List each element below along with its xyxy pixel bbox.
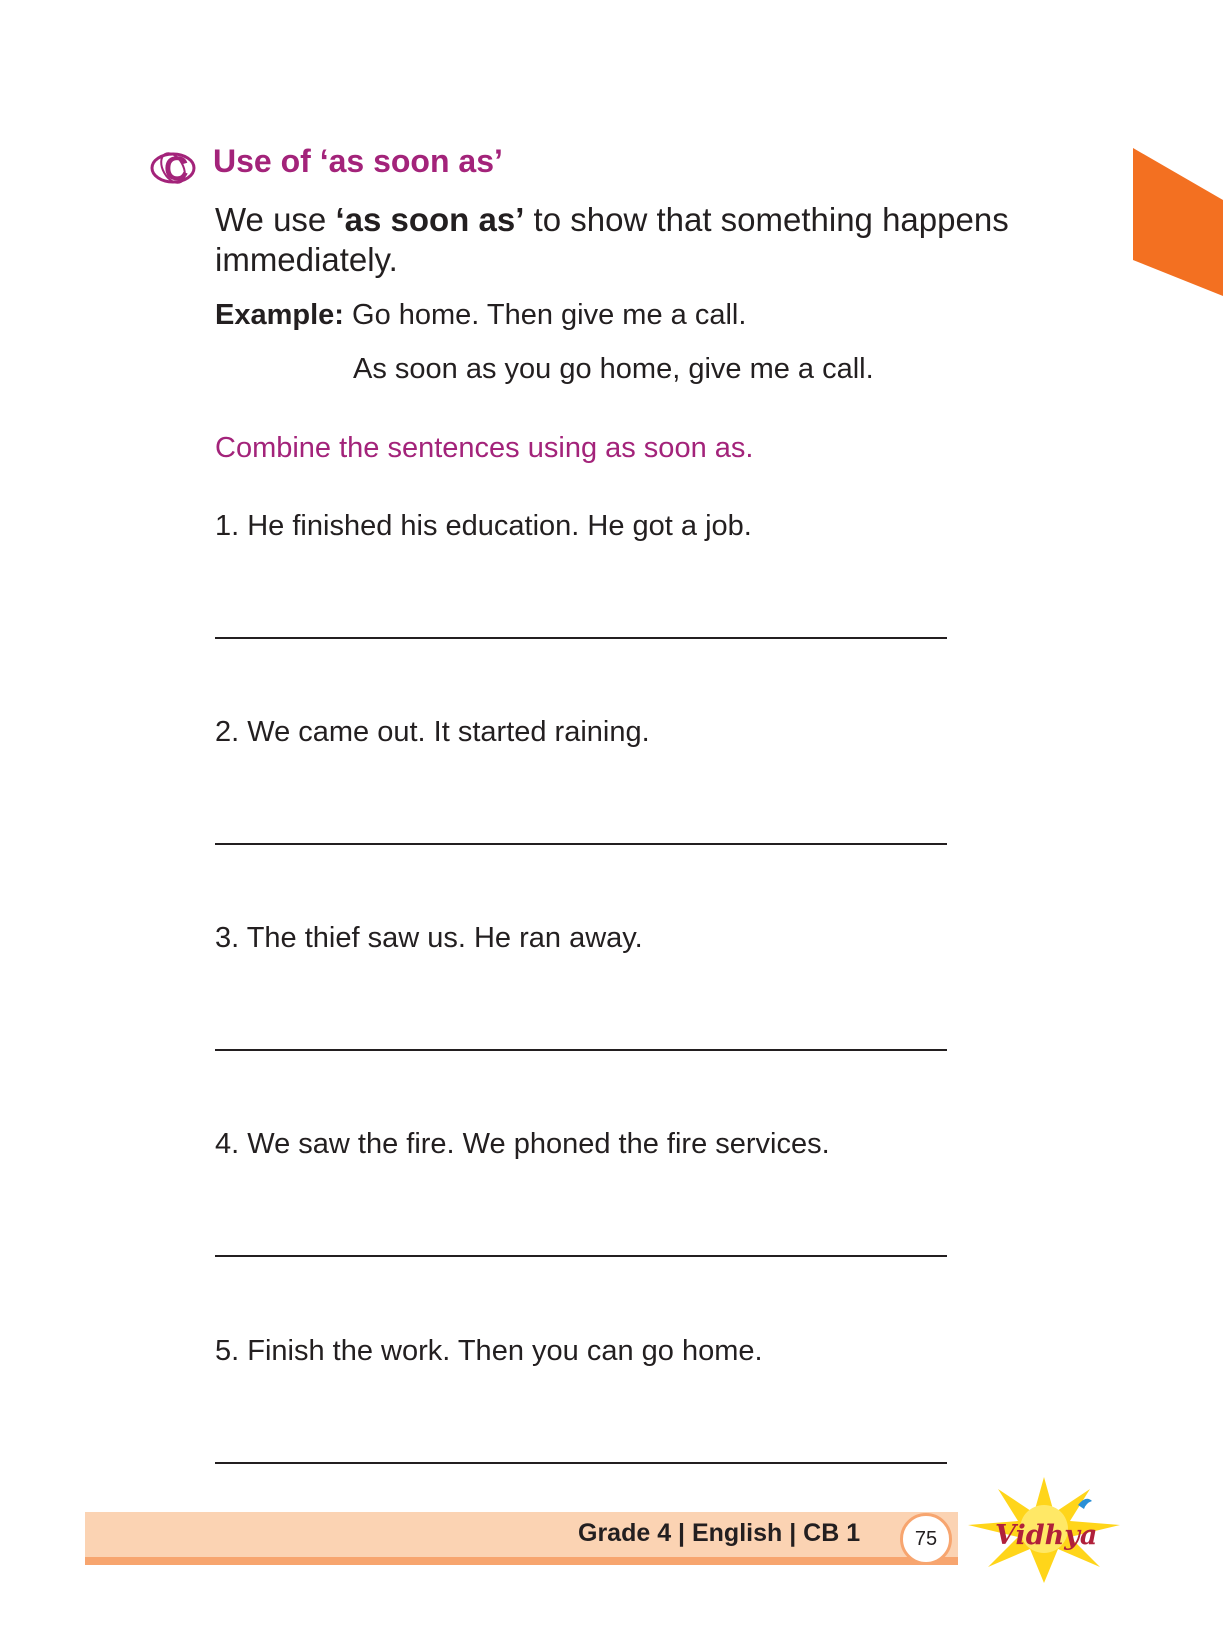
example-line-1 <box>215 299 746 332</box>
question-1: 1. He finished his education. He got a job. <box>215 510 752 542</box>
answer-line-1[interactable] <box>215 637 947 639</box>
answer-line-4[interactable] <box>215 1255 947 1257</box>
example-text-1: Go home. Then give me a call. <box>343 299 747 331</box>
orange-corner-tab <box>1133 148 1223 296</box>
example-label: Example: <box>215 299 344 331</box>
section-c-icon <box>150 144 198 188</box>
section-label: C <box>164 150 189 188</box>
page-number: 75 <box>900 1513 952 1565</box>
footer-book-info: Grade 4 | English | CB 1 <box>578 1519 861 1547</box>
question-2: 2. We came out. It started raining. <box>215 716 650 748</box>
intro-post: to show that something happens immediately. <box>215 201 1009 278</box>
intro-emphasis: ‘as soon as’ <box>335 201 525 238</box>
intro-pre: We use <box>215 201 336 238</box>
section-title: Use of ‘as soon as’ <box>213 143 503 179</box>
logo-text: Vidhya <box>995 1520 1098 1551</box>
intro-paragraph <box>215 200 1095 280</box>
question-4: 4. We saw the fire. We phoned the fire services. <box>215 1128 830 1160</box>
question-3: 3. The thief saw us. He ran away. <box>215 922 643 954</box>
exercise-instruction: Combine the sentences using as soon as. <box>215 432 754 464</box>
answer-line-5[interactable] <box>215 1462 947 1464</box>
example-line-2: As soon as you go home, give me a call. <box>353 353 874 385</box>
answer-line-2[interactable] <box>215 843 947 845</box>
answer-line-3[interactable] <box>215 1049 947 1051</box>
question-5: 5. Finish the work. Then you can go home. <box>215 1335 763 1367</box>
footer-stripe <box>85 1557 958 1565</box>
